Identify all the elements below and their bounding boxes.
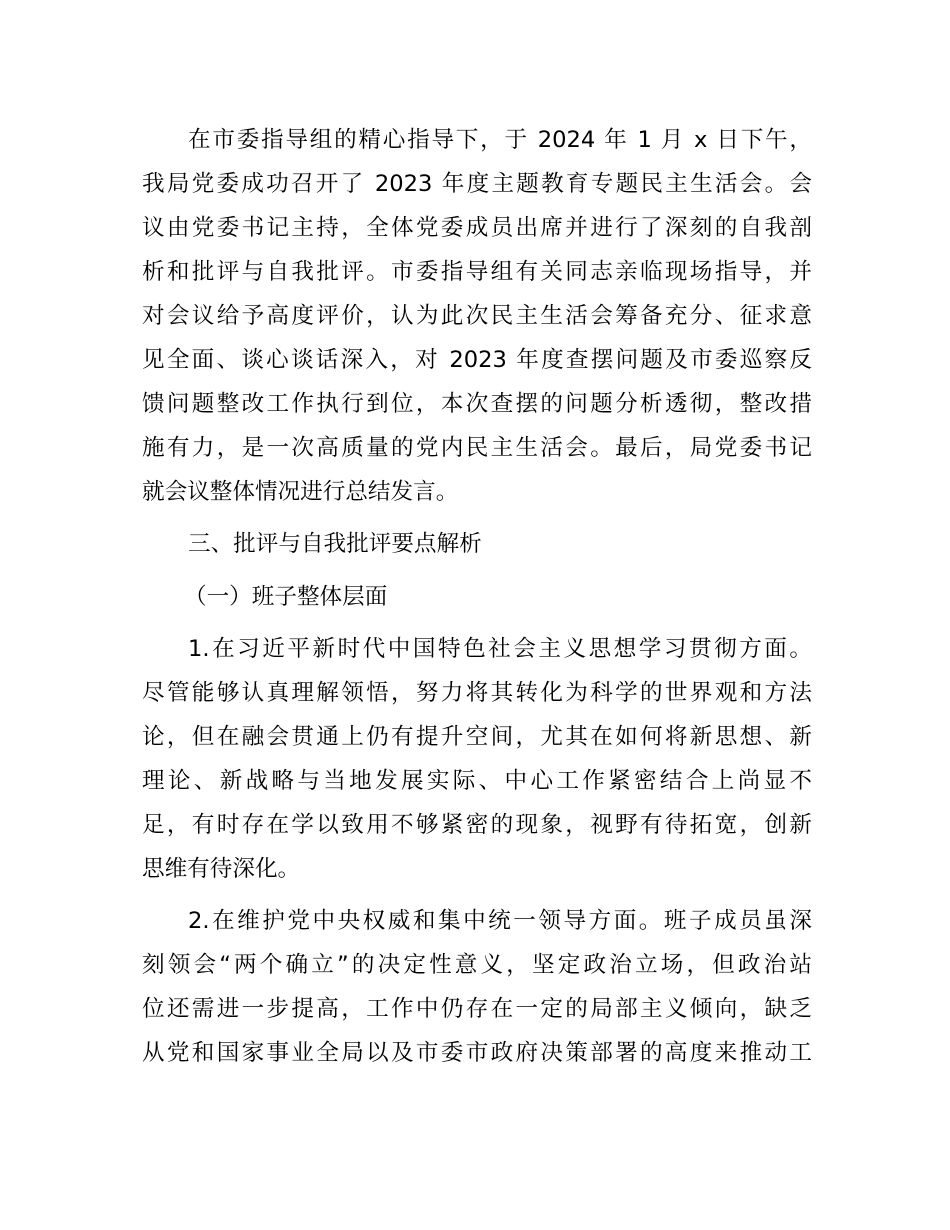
text-line: 见全面、谈心谈话深入，对 2023 年度查摆问题及市委巡察反 [142,347,812,373]
item-paragraph-2 [142,899,812,1075]
spacer [142,891,812,899]
text-line: 析和批评与自我批评。市委指导组有关同志亲临现场指导，并 [142,259,812,285]
text-line: 施有力，是一次高质量的党内民主生活会。最后，局党委书记 [142,435,812,461]
text-line: 我局党委成功召开了 2023 年度主题教育专题民主生活会。会 [142,171,812,197]
section-heading: 三、批评与自我批评要点解析 [188,531,482,557]
intro-paragraph [142,118,812,514]
text-line: 2.在维护党中央权威和集中统一领导方面。班子成员虽深 [188,908,812,934]
text-line: 1.在习近平新时代中国特色社会主义思想学习贯彻方面。 [188,636,812,662]
text-line: 就会议整体情况进行总结发言。 [142,479,459,505]
text-line: 对会议给予高度评价，认为此次民主生活会筹备充分、征求意 [142,303,812,329]
document-body [142,118,812,1075]
text-line: 从党和国家事业全局以及市委市政府决策部署的高度来推动工 [142,1040,812,1066]
spacer [142,514,812,522]
text-line: 刻领会“两个确立”的决定性意义，坚定政治立场，但政治站 [142,952,812,978]
text-line: 在市委指导组的精心指导下，于 2024 年 1 月 x 日下午， [188,127,812,153]
sub-heading: （一）班子整体层面 [184,584,388,610]
spacer [142,566,812,575]
text-line: 馈问题整改工作执行到位，本次查摆的问题分析透彻，整改措 [142,391,812,417]
text-line: 论，但在融会贯通上仍有提升空间，尤其在如何将新思想、新 [142,724,812,750]
text-line: 议由党委书记主持，全体党委成员出席并进行了深刻的自我剖 [142,215,812,241]
text-line: 思维有待深化。 [142,856,301,882]
text-line: 尽管能够认真理解领悟，努力将其转化为科学的世界观和方法 [142,680,812,706]
text-line: 位还需进一步提高，工作中仍存在一定的局部主义倾向，缺乏 [142,996,812,1022]
text-line: 理论、新战略与当地发展实际、中心工作紧密结合上尚显不 [142,768,812,794]
item-paragraph-1 [142,627,812,891]
spacer [142,619,812,627]
text-line: 足，有时存在学以致用不够紧密的现象，视野有待拓宽，创新 [142,812,812,838]
